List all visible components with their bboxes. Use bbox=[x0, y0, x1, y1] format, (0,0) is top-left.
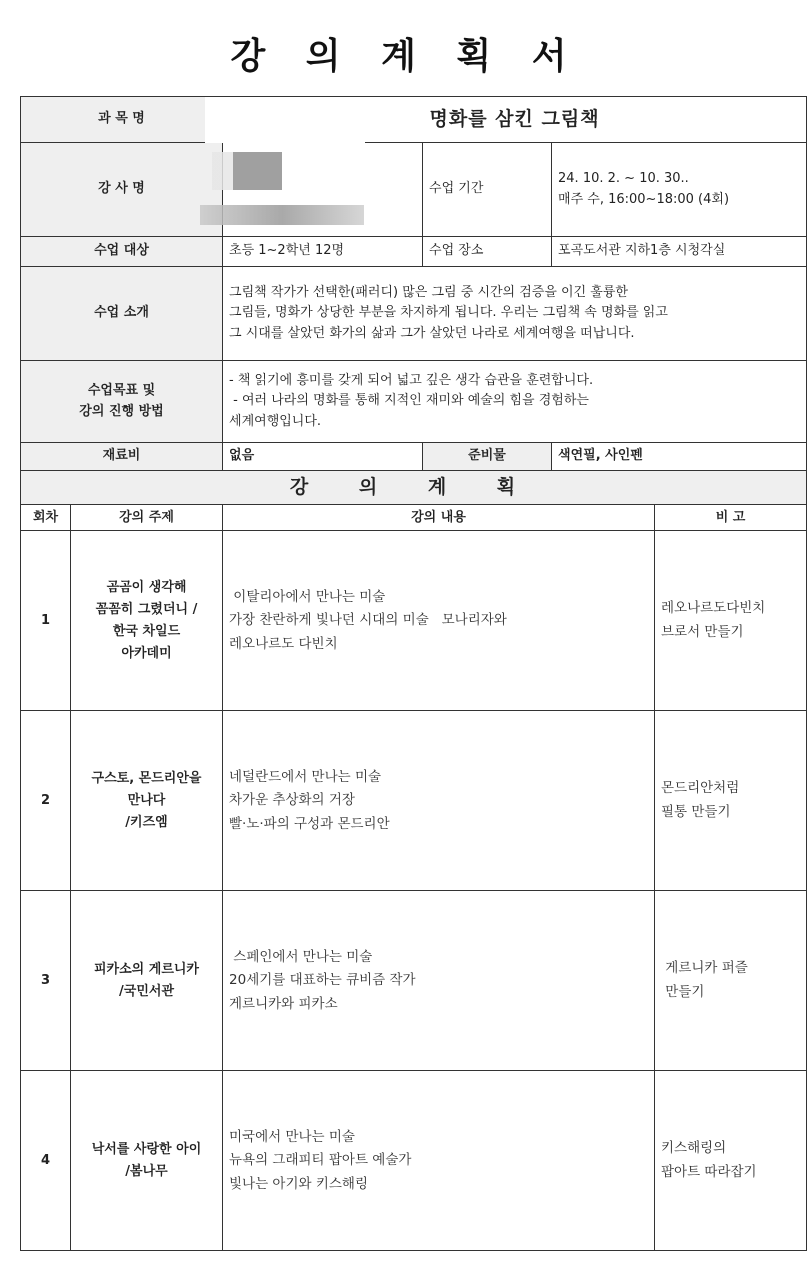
intro-line: 그 시대를 살았던 화가의 삶과 그가 살았던 나라로 세계여행을 떠납니다. bbox=[229, 325, 635, 341]
topic-line: 만나다 bbox=[127, 792, 166, 808]
note-line: 몬드리안처럼 bbox=[661, 780, 740, 797]
plan-header-row bbox=[21, 505, 807, 531]
fee-value: 없음 bbox=[223, 443, 423, 471]
goal-label-line: 강의 진행 방법 bbox=[79, 403, 164, 419]
target-row bbox=[21, 237, 807, 267]
topic-line: /키즈엠 bbox=[125, 814, 168, 830]
session-content bbox=[223, 891, 655, 1071]
supplies-value: 색연필, 사인펜 bbox=[552, 443, 807, 471]
subject-row bbox=[21, 97, 807, 143]
subject-value: 명화를 삼킨 그림책 bbox=[223, 97, 807, 143]
content-line: 차가운 추상화의 거장 bbox=[229, 792, 355, 809]
goal-line: - 여러 나라의 명화를 통해 지적인 재미와 예술의 힘을 경험하는 bbox=[229, 393, 589, 409]
note-line: 필통 만들기 bbox=[661, 803, 731, 820]
intro-line: 그림들, 명화가 상당한 부분을 차지하게 됩니다. 우리는 그림책 속 명화를 읽고 bbox=[229, 305, 668, 321]
note-line: 브로서 만들기 bbox=[661, 623, 744, 640]
redacted-instructor-name bbox=[200, 205, 364, 225]
period-label: 수업 기간 bbox=[423, 143, 552, 237]
header-topic: 강의 주제 bbox=[71, 505, 223, 531]
topic-line: 아카데미 bbox=[121, 646, 172, 662]
note-line: 레오나르도다빈치 bbox=[661, 600, 766, 617]
content-line: 가장 찬란하게 빛나던 시대의 미술 모나리자와 bbox=[229, 612, 507, 629]
note-line: 게르니카 퍼즐 bbox=[661, 960, 748, 977]
topic-line: 낙서를 사랑한 아이 bbox=[91, 1141, 202, 1157]
fee-label: 재료비 bbox=[21, 443, 223, 471]
content-line: 이탈리아에서 만나는 미술 bbox=[229, 588, 386, 605]
session-note bbox=[655, 891, 807, 1071]
target-label: 수업 대상 bbox=[21, 237, 223, 267]
content-line: 레오나르도 다빈치 bbox=[229, 635, 338, 652]
content-line: 스페인에서 만나는 미술 bbox=[229, 948, 373, 965]
intro-text bbox=[223, 267, 807, 361]
place-value: 포곡도서관 지하1층 시청각실 bbox=[552, 237, 807, 267]
period-schedule: 매주 수, 16:00~18:00 (4회) bbox=[558, 191, 730, 207]
note-line: 팝아트 따라잡기 bbox=[661, 1163, 757, 1180]
content-line: 뉴욕의 그래피티 팝아트 예술가 bbox=[229, 1152, 412, 1169]
place-label: 수업 장소 bbox=[423, 237, 552, 267]
supplies-label: 준비물 bbox=[423, 443, 552, 471]
document-title: 강 의 계 획 서 bbox=[230, 36, 581, 77]
session-content bbox=[223, 531, 655, 711]
intro-line: 그림책 작가가 선택한(패러디) 많은 그림 중 시간의 검증을 이긴 훌륭한 bbox=[229, 285, 628, 301]
session-number: 1 bbox=[21, 531, 71, 711]
session-note bbox=[655, 711, 807, 891]
plan-title: 강 의 계 획 bbox=[21, 471, 807, 505]
intro-label: 수업 소개 bbox=[21, 267, 223, 361]
topic-line: 한국 차일드 bbox=[112, 623, 181, 639]
session-topic bbox=[71, 1071, 223, 1251]
goal-text bbox=[223, 361, 807, 443]
content-line: 네덜란드에서 만나는 미술 bbox=[229, 768, 382, 785]
session-number: 3 bbox=[21, 891, 71, 1071]
plan-title-row bbox=[21, 471, 807, 505]
instructor-label: 강 사 명 bbox=[21, 143, 223, 237]
session-topic bbox=[71, 531, 223, 711]
goal-label-line: 수업목표 및 bbox=[87, 383, 156, 399]
session-note bbox=[655, 531, 807, 711]
session-content bbox=[223, 1071, 655, 1251]
content-line: 빛나는 아기와 키스해링 bbox=[229, 1175, 369, 1192]
session-row bbox=[21, 711, 807, 891]
fee-row bbox=[21, 443, 807, 471]
goal-line: - 책 읽기에 흥미를 갖게 되어 넓고 깊은 생각 습관을 훈련합니다. bbox=[229, 373, 594, 389]
session-number: 2 bbox=[21, 711, 71, 891]
session-row bbox=[21, 891, 807, 1071]
session-content bbox=[223, 711, 655, 891]
topic-line: 피카소의 게르니카 bbox=[94, 961, 199, 977]
header-content: 강의 내용 bbox=[223, 505, 655, 531]
content-line: 20세기를 대표하는 큐비즘 작가 bbox=[229, 972, 416, 989]
topic-line: 곰곰이 생각해 bbox=[106, 579, 187, 595]
header-note: 비 고 bbox=[655, 505, 807, 531]
goal-label bbox=[21, 361, 223, 443]
topic-line: 구스토, 몬드리안을 bbox=[91, 770, 202, 786]
content-line: 빨·노·파의 구성과 몬드리안 bbox=[229, 815, 390, 832]
session-note bbox=[655, 1071, 807, 1251]
goal-line: 세계여행입니다. bbox=[229, 413, 322, 429]
intro-row bbox=[21, 267, 807, 361]
header-no: 회차 bbox=[21, 505, 71, 531]
session-row bbox=[21, 531, 807, 711]
period-dates: 24. 10. 2. ~ 10. 30.. bbox=[558, 171, 689, 187]
goal-row bbox=[21, 361, 807, 443]
lecture-plan-table bbox=[20, 96, 807, 1251]
lecture-plan-document bbox=[20, 96, 806, 1251]
topic-line: 꼼꼼히 그렸더니 / bbox=[95, 601, 198, 617]
target-value: 초등 1~2학년 12명 bbox=[223, 237, 423, 267]
note-line: 키스해링의 bbox=[661, 1140, 727, 1157]
session-topic bbox=[71, 711, 223, 891]
redaction-blank bbox=[205, 97, 365, 143]
content-line: 게르니카와 피카소 bbox=[229, 995, 338, 1012]
content-line: 미국에서 만나는 미술 bbox=[229, 1128, 355, 1145]
topic-line: /국민서관 bbox=[119, 983, 174, 999]
topic-line: /봄나무 bbox=[125, 1163, 168, 1179]
instructor-row bbox=[21, 143, 807, 237]
session-number: 4 bbox=[21, 1071, 71, 1251]
session-row bbox=[21, 1071, 807, 1251]
note-line: 만들기 bbox=[661, 983, 705, 1000]
subject-label: 과 목 명 bbox=[21, 97, 223, 143]
redacted-instructor-photo bbox=[212, 152, 282, 190]
period-value bbox=[552, 143, 807, 237]
session-topic bbox=[71, 891, 223, 1071]
